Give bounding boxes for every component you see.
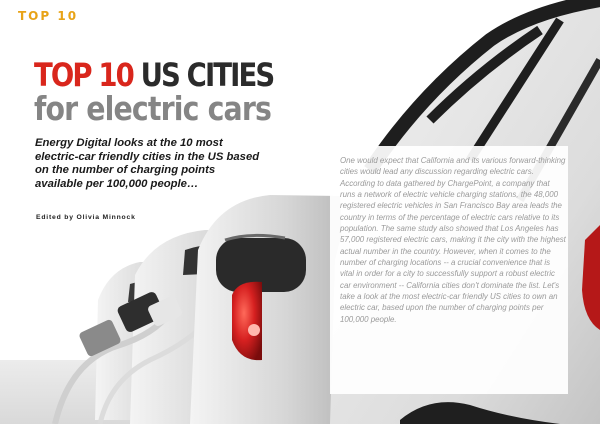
- car-front: [190, 195, 350, 424]
- headline-line-1: [34, 58, 273, 92]
- byline: Edited by Olivia Minnock: [36, 214, 136, 221]
- headline: [34, 58, 312, 126]
- taillight: [232, 282, 262, 360]
- standfirst: Energy Digital looks at the 10 most electric-car friendly cities in the US based on the number of charging points available per 100,000 people…: [35, 137, 260, 190]
- headline-subline: for electric cars: [34, 89, 272, 128]
- headline-accent: TOP 10: [34, 56, 133, 94]
- body-text: One would expect that California and its various forward-thinking cities would lead any discussion regarding electric cars. According to data gathered by ChargePoint, a company that runs a network of electric vehicle charging stations, the 48,000 registered electric vehicles in San Francisco Bay area leads the country in terms of the percentage of electric cars relative to its population. The same study also showed that Los Angeles has 57,000 registered electric cars, making it the city with the highest actual number in the country. However, when it comes to the number of charging locations -- a crucial convenience that is vital in order for a city to successfully support a robust electric car environment -- California cities don't dominate the list. Let's take a look at the most electric-car friendly US cities to own an electric car, based upon the number of charging points per 100,000 people.: [340, 156, 566, 324]
- headline-main: US CITIES: [140, 56, 274, 94]
- section-tag: TOP 10: [18, 9, 79, 23]
